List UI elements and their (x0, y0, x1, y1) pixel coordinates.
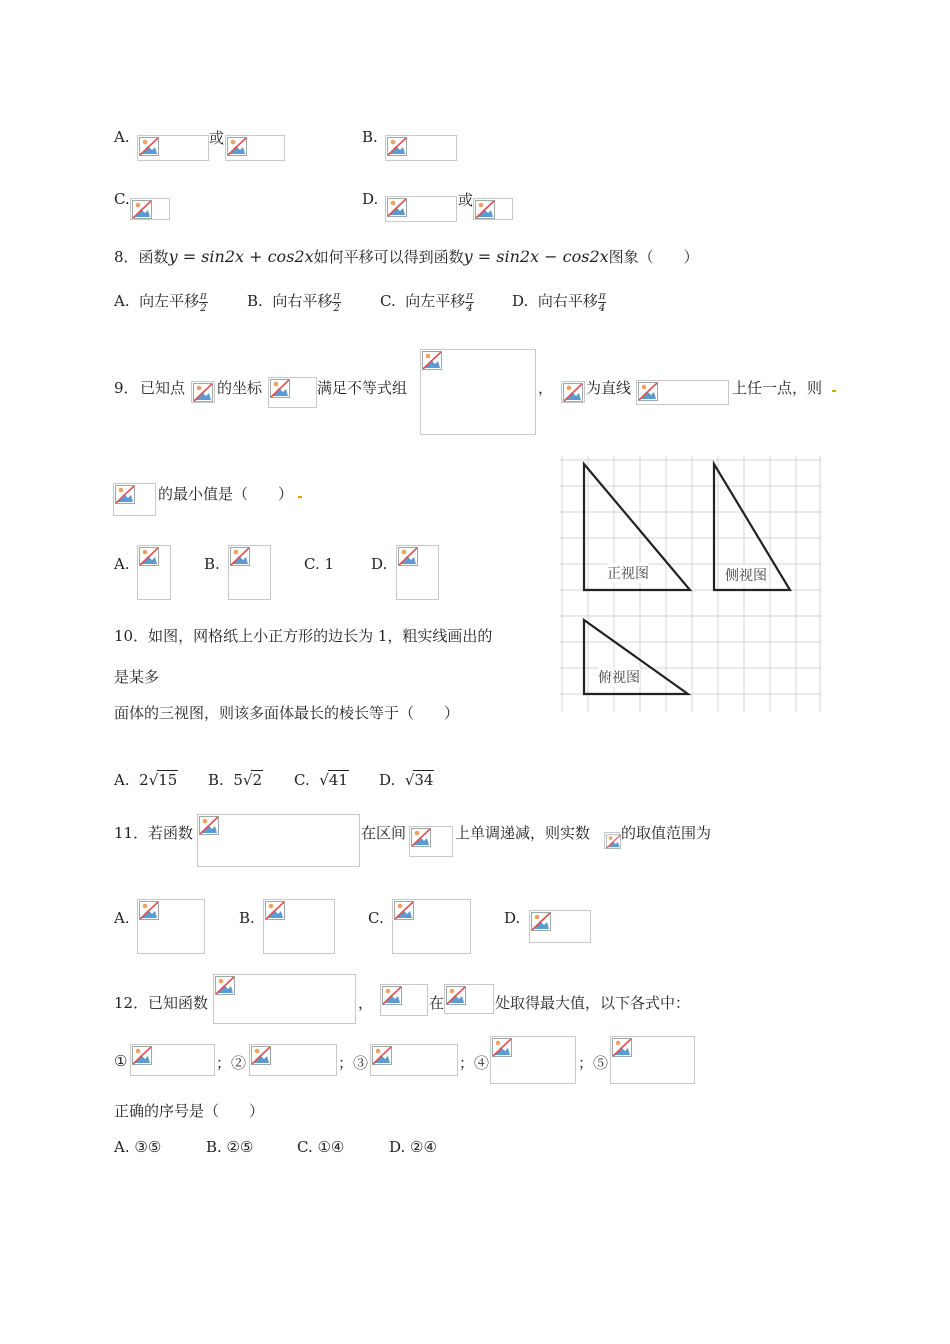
option-label: B. (239, 909, 255, 927)
broken-image-icon (382, 986, 402, 1005)
formula: y = sin2x + cos2x (168, 247, 314, 266)
question-text: 如何平移可以得到函数 (313, 248, 464, 266)
broken-image-icon (398, 547, 418, 566)
option-text: 向左平移 (139, 292, 200, 310)
question-number: 9． (114, 379, 139, 397)
image-placeholder (396, 545, 439, 600)
broken-image-icon (215, 976, 235, 995)
broken-image-icon (265, 901, 285, 920)
image-placeholder (137, 899, 205, 954)
q8-option-a (114, 290, 208, 314)
image-placeholder (385, 135, 457, 161)
fraction: $\frac{\pi}{4}$ (598, 290, 606, 314)
question-number: 8． (114, 248, 139, 266)
question-8 (114, 246, 699, 267)
q10-option-c: C. √41 (294, 771, 348, 789)
question-text: 处取得最大值，以下各式中： (495, 994, 691, 1012)
broken-image-icon (422, 351, 442, 370)
broken-image-icon (606, 834, 621, 849)
question-text: 已知函数 (148, 994, 209, 1012)
image-placeholder (370, 1044, 458, 1076)
image-placeholder (473, 198, 513, 220)
image-placeholder (444, 984, 494, 1014)
comma: ， (538, 379, 554, 397)
question-text: 图象（ ） (608, 248, 699, 266)
option-label: B. (247, 292, 263, 310)
image-placeholder (380, 984, 428, 1016)
image-placeholder (561, 381, 585, 403)
image-placeholder (604, 832, 620, 849)
accent-mark (298, 496, 302, 498)
broken-image-icon (230, 547, 250, 566)
q8-option-d (512, 290, 606, 314)
broken-image-icon (132, 200, 152, 219)
option-label: A. (114, 771, 130, 789)
q8-option-c (380, 290, 474, 314)
option-a-label: A. (114, 128, 130, 146)
image-placeholder (197, 814, 360, 867)
option-c-label: C. (114, 190, 130, 208)
question-text: 面体的三视图，则该多面体最长的棱长等于（ ） (114, 704, 460, 722)
or-text: 或 (458, 191, 474, 209)
q8-option-b (247, 290, 341, 314)
broken-image-icon (394, 901, 414, 920)
radicand: 34 (414, 771, 434, 789)
coefficient: 2 (139, 771, 149, 789)
or-text: 或 (209, 129, 225, 147)
broken-image-icon (227, 137, 247, 156)
image-placeholder (263, 899, 335, 954)
option-label: C. 1 (304, 555, 335, 573)
question-text: 上单调递减，则实数 (455, 824, 591, 842)
broken-image-icon (638, 382, 658, 401)
question-text: 的取值范围为 (621, 824, 712, 842)
radicand: 2 (252, 771, 262, 789)
fraction: $\frac{\pi}{2}$ (333, 290, 340, 314)
question-text: 在区间 (361, 824, 407, 842)
option: C. ①④ (297, 1138, 345, 1156)
question-number: 12． (114, 994, 149, 1012)
option-label: A. (114, 555, 130, 573)
option-label: B. (208, 771, 224, 789)
broken-image-icon (139, 547, 159, 566)
option-label: A. (114, 909, 130, 927)
question-text: 已知点 (140, 379, 186, 397)
option-label: D. (512, 292, 529, 310)
option: D. ②④ (389, 1138, 437, 1156)
image-placeholder (137, 545, 171, 600)
option-b-label: B. (362, 128, 378, 146)
broken-image-icon (132, 1046, 152, 1065)
broken-image-icon (139, 901, 159, 920)
comma: ， (358, 994, 374, 1012)
question-text: 正确的序号是（ ） (114, 1102, 265, 1120)
image-placeholder (130, 198, 170, 220)
image-placeholder (529, 910, 591, 943)
option-d-label: D. (362, 190, 379, 208)
option-text: 向左平移 (405, 292, 466, 310)
image-placeholder (137, 135, 209, 161)
radicand: 41 (328, 771, 348, 789)
question-text: 的坐标 (217, 379, 263, 397)
side-view-label: 侧视图 (725, 565, 767, 585)
broken-image-icon (115, 485, 135, 504)
image-placeholder (268, 377, 317, 408)
question-text: 函数 (138, 248, 169, 266)
question-text: 满足不等式组 (317, 379, 408, 397)
item-marker: ① (114, 1052, 128, 1070)
broken-image-icon (531, 912, 551, 931)
fraction: $\frac{\pi}{2}$ (200, 290, 207, 314)
image-placeholder (490, 1036, 576, 1084)
image-placeholder (228, 545, 271, 600)
fraction: $\frac{\pi}{4}$ (466, 290, 473, 314)
image-placeholder (385, 196, 457, 222)
option-label: A. (114, 292, 130, 310)
image-placeholder (225, 135, 285, 161)
question-number: 11． (114, 824, 149, 842)
image-placeholder (420, 349, 536, 435)
item-marker: ；④ (459, 1054, 490, 1072)
item-marker: ；③ (338, 1054, 369, 1072)
image-placeholder (392, 899, 471, 954)
image-placeholder (213, 974, 356, 1024)
radicand: 15 (158, 771, 178, 789)
formula: y = sin2x − cos2x (463, 247, 609, 266)
broken-image-icon (563, 383, 583, 402)
option: B. ②⑤ (206, 1138, 254, 1156)
item-marker: ；⑤ (578, 1054, 609, 1072)
image-placeholder (191, 381, 215, 403)
option-label: B. (204, 555, 220, 573)
question-text: 在 (429, 994, 445, 1012)
image-placeholder (610, 1036, 695, 1084)
broken-image-icon (251, 1046, 271, 1065)
image-placeholder (113, 483, 156, 516)
option: A. ③⑤ (114, 1138, 162, 1156)
broken-image-icon (411, 828, 431, 847)
broken-image-icon (199, 816, 219, 835)
option-text: 向右平移 (537, 292, 598, 310)
broken-image-icon (492, 1038, 512, 1057)
question-text: 上任一点，则 (732, 379, 823, 397)
option-label: C. (380, 292, 396, 310)
image-placeholder (249, 1044, 337, 1076)
image-placeholder (409, 826, 453, 857)
q10-option-b: B. 5√2 (208, 771, 262, 789)
item-marker: ；② (216, 1054, 247, 1072)
question-text: 若函数 (148, 824, 194, 842)
coefficient: 5 (233, 771, 243, 789)
image-placeholder (636, 380, 729, 405)
broken-image-icon (475, 200, 495, 219)
broken-image-icon (270, 379, 290, 398)
top-view-label: 俯视图 (598, 667, 640, 687)
broken-image-icon (139, 137, 159, 156)
option-label: D. (371, 555, 388, 573)
q10-option-a: A. 2√15 (114, 771, 178, 789)
broken-image-icon (372, 1046, 392, 1065)
question-text: 是某多 (114, 668, 160, 686)
option-label: C. (368, 909, 384, 927)
front-view-label: 正视图 (607, 563, 649, 583)
question-text: 10．如图，网格纸上小正方形的边长为 1，粗实线画出的 (114, 627, 493, 645)
image-placeholder (130, 1044, 215, 1076)
broken-image-icon (193, 383, 213, 402)
broken-image-icon (446, 986, 466, 1005)
broken-image-icon (387, 137, 407, 156)
question-text: 为直线 (586, 379, 632, 397)
broken-image-icon (612, 1038, 632, 1057)
option-label: C. (294, 771, 310, 789)
option-label: D. (504, 909, 521, 927)
accent-mark (832, 390, 836, 392)
option-label: D. (379, 771, 396, 789)
question-text: 的最小值是（ ） (158, 485, 294, 503)
option-text: 向右平移 (272, 292, 333, 310)
broken-image-icon (387, 198, 407, 217)
q10-option-d: D. √34 (379, 771, 434, 789)
